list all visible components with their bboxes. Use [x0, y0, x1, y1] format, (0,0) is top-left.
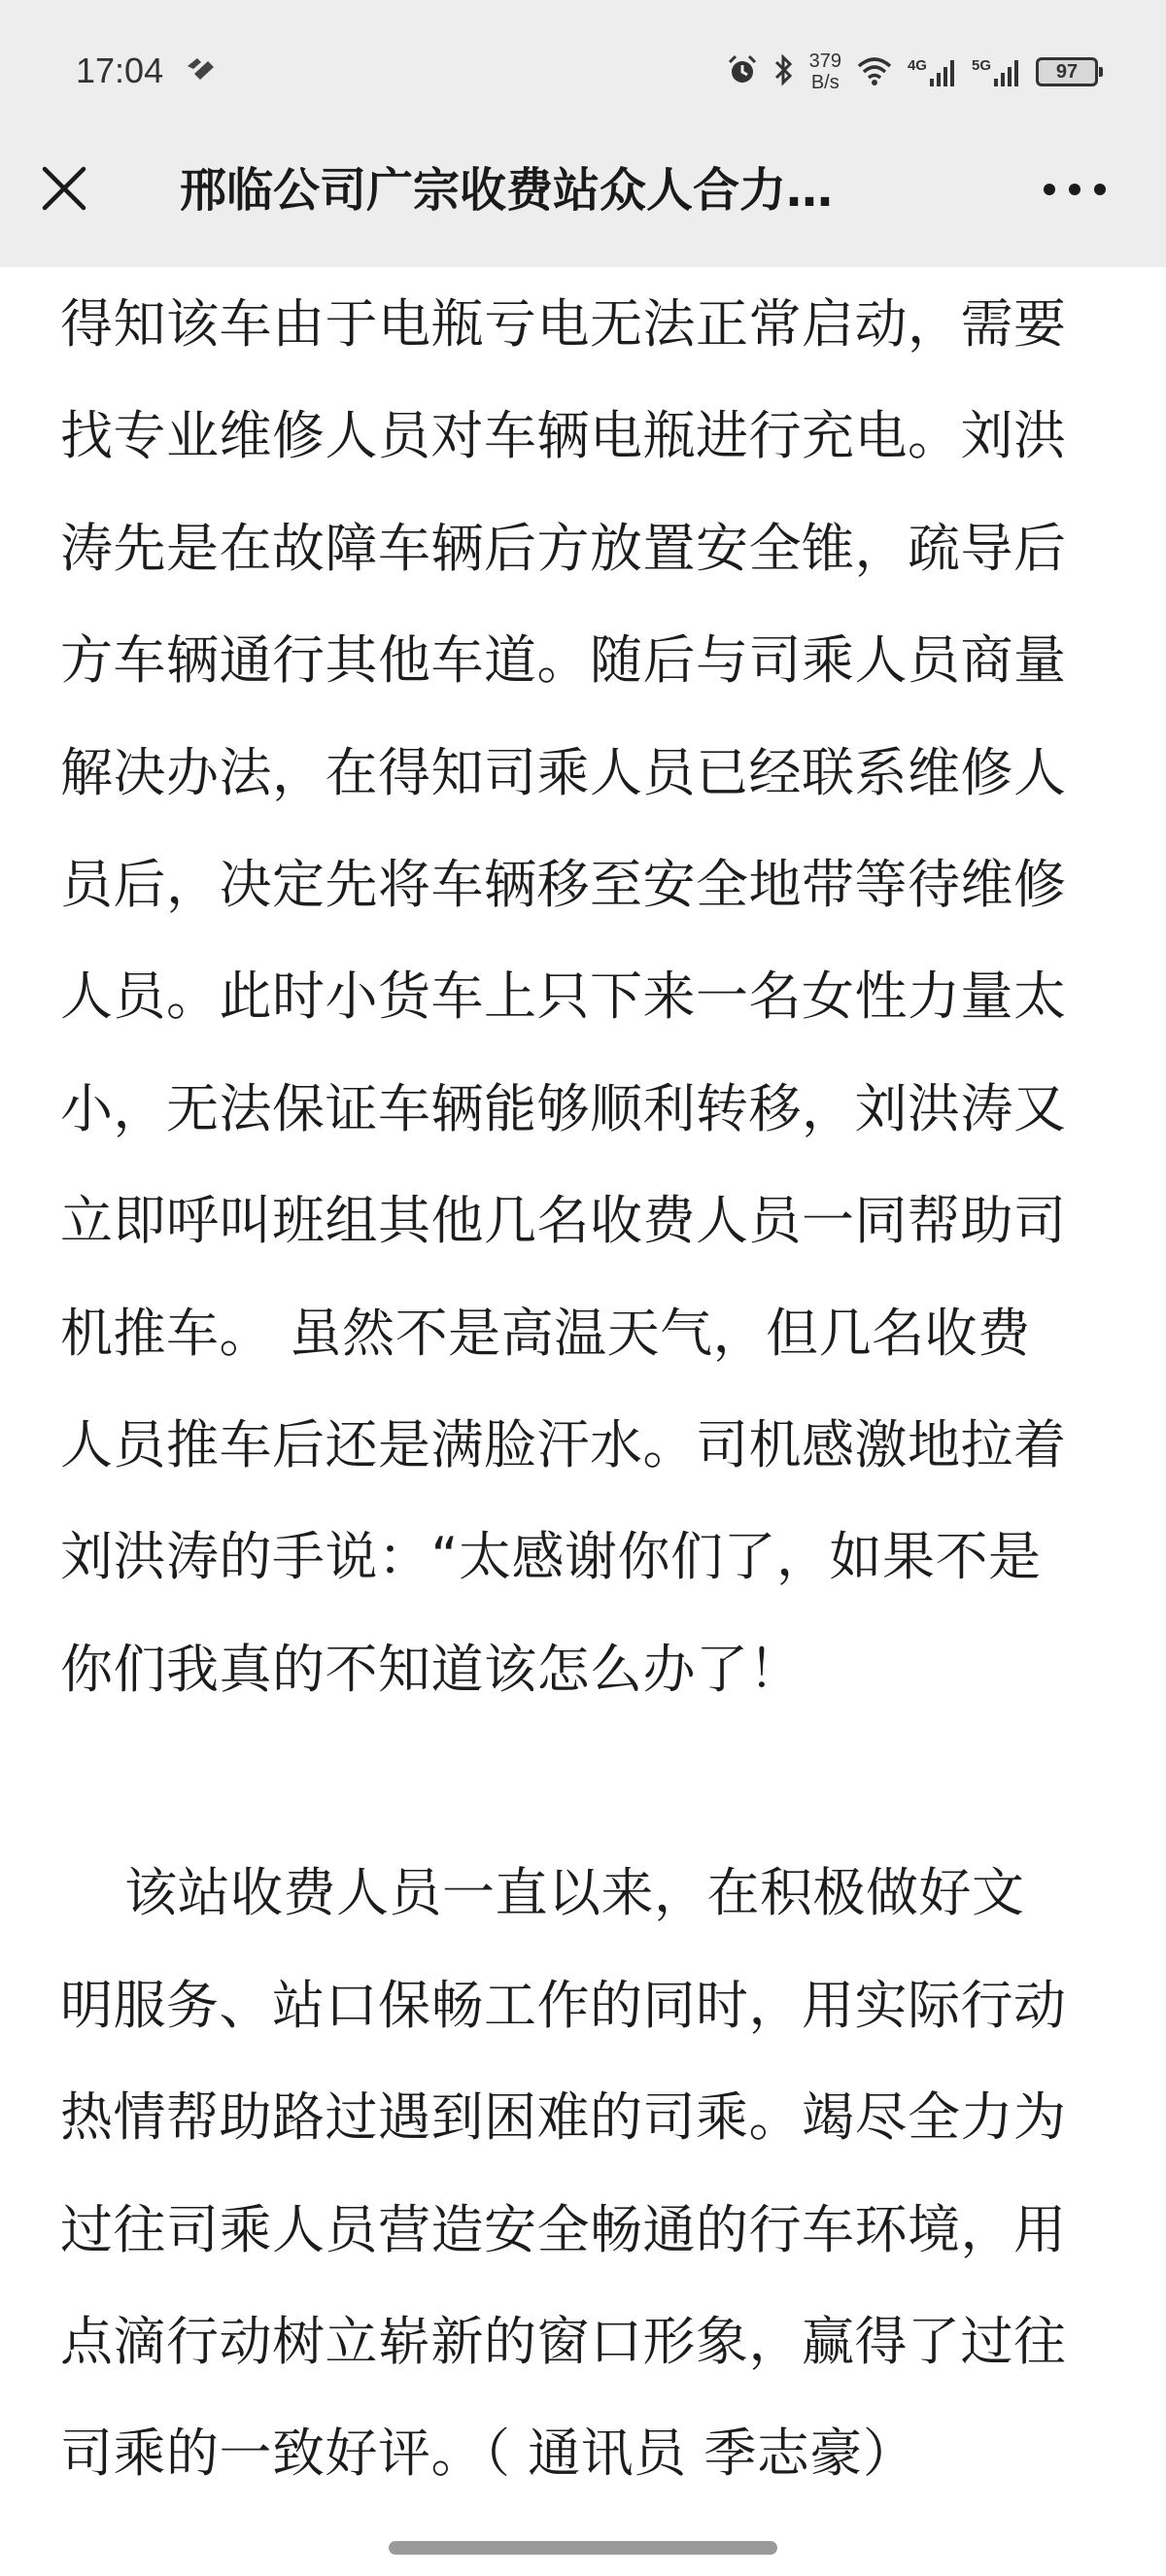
article-paragraph-1 — [60, 268, 1110, 1725]
net-speed-unit: B/s — [810, 72, 840, 93]
article-line: 明服务、站口保畅工作的同时，用实际行动 — [60, 1974, 1067, 2036]
article-line: 点滴行动树立崭新的窗口形象，赢得了过往 — [60, 2311, 1067, 2373]
more-icon — [1043, 183, 1107, 196]
article-line: 员后，决定先将车辆移至安全地带等待维修 — [60, 853, 1067, 915]
home-indicator[interactable] — [389, 2541, 777, 2555]
article-line: 刘洪涛的手说：“太感谢你们了，如果不是 — [60, 1526, 1042, 1588]
article-paragraph-2 — [60, 1837, 1110, 2509]
article-line: 小，无法保证车辆能够顺利转移，刘洪涛又 — [60, 1077, 1067, 1139]
signal-5g-label: 5G — [971, 57, 991, 74]
article-line: 司乘的一致好评。（ 通讯员 季志豪） — [60, 2423, 916, 2485]
article-line: 热情帮助路过遇到困难的司乘。竭尽全力为 — [60, 2086, 1067, 2149]
article-line: 该站收费人员一直以来，在积极做好文 — [124, 1862, 1025, 1924]
status-bar — [0, 0, 1166, 146]
article-line: 方车辆通行其他车道。随后与司乘人员商量 — [60, 629, 1067, 692]
wifi-icon — [855, 54, 894, 89]
bluetooth-icon — [772, 52, 796, 91]
paragraph-spacer — [60, 1725, 1110, 1837]
net-speed-value: 379 — [808, 51, 841, 72]
status-time: 17:04 — [76, 51, 164, 90]
battery-level: 97 — [1055, 60, 1079, 83]
close-button[interactable] — [35, 155, 93, 221]
more-button[interactable] — [1036, 165, 1114, 214]
article-line: 得知该车由于电瓶亏电无法正常启动，需要 — [60, 293, 1067, 355]
article-line: 人员。此时小货车上只下来一名女性力量太 — [60, 966, 1067, 1028]
article-line: 过往司乘人员营造安全畅通的行车环境，用 — [60, 2198, 1067, 2260]
article-body — [60, 268, 1110, 2510]
article-line: 找专业维修人员对车辆电瓶进行充电。刘洪 — [60, 405, 1067, 467]
article-line: 涛先是在故障车辆后方放置安全锥，疏导后 — [60, 517, 1067, 579]
alarm-icon — [726, 53, 759, 90]
status-icons — [726, 43, 1098, 101]
close-icon — [41, 165, 87, 212]
notification-icon — [185, 54, 218, 84]
article-line: 人员推车后还是满脸汗水。司机感激地拉着 — [60, 1413, 1067, 1475]
article-line: 立即呼叫班组其他几名收费人员一同帮助司 — [60, 1190, 1067, 1252]
article-line: 你们我真的不知道该怎么办了！ — [60, 1638, 802, 1700]
net-speed — [809, 51, 841, 93]
signal-4g-label: 4G — [907, 57, 927, 74]
article-line: 机推车。 虽然不是高温天气，但几名收费 — [60, 1302, 1031, 1364]
article-line: 解决办法，在得知司乘人员已经联系维修人 — [60, 741, 1067, 803]
battery-icon — [1036, 57, 1098, 86]
signal-5g-icon — [972, 57, 1022, 86]
signal-4g-icon — [908, 57, 958, 86]
page-title: 邢临公司广宗收费站众人合力… — [180, 163, 834, 218]
